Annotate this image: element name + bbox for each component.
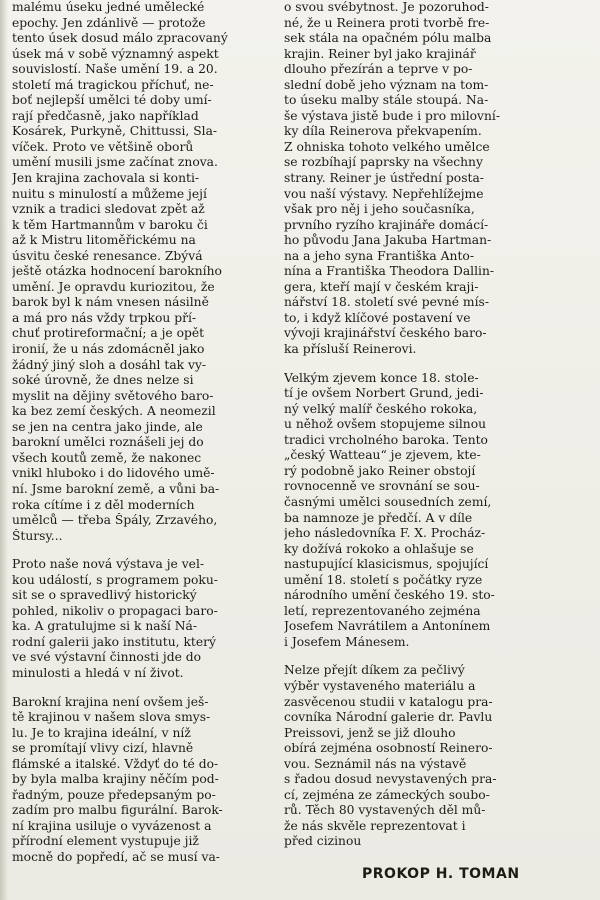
paragraph-gap — [284, 650, 556, 663]
text-line: že nás skvěle reprezentovat i — [284, 818, 466, 833]
text-line: k těm Hartmannům v baroku či — [12, 217, 208, 232]
paragraph-gap — [12, 682, 267, 695]
text-line: nína a Františka Theodora Dallin- — [284, 264, 495, 279]
text-line: se jen na centra jako jinde, ale — [12, 419, 203, 434]
text-line: však pro něj i jeho současníka, — [284, 202, 475, 217]
author-signature: PROKOP H. TOMAN — [362, 866, 520, 882]
text-line: úsvitu české renesance. Zbývá — [12, 248, 203, 263]
text-line: sit se o spravedlivý historický — [12, 588, 197, 603]
text-line: ky dožívá rokoko a ohlašuje se — [284, 541, 474, 556]
text-line: vnikl hluboko i do lidového umě- — [12, 466, 215, 481]
text-line: letí, reprezentovaného zejména — [284, 603, 481, 618]
text-line: barokní umělci roznášeli jej do — [12, 435, 204, 450]
text-line: řadným, pouze předepsaným po- — [12, 787, 216, 802]
text-line: Proto naše nová výstava je vel- — [12, 557, 205, 572]
text-line: Nelze přejít díkem za pečlivý — [284, 663, 465, 678]
text-line: Jen krajina zachovala si konti- — [12, 171, 200, 186]
text-line: umělců — třeba Špály, Zrzavého, — [12, 513, 218, 528]
text-line: rodní galerii jako institutu, který — [12, 634, 216, 649]
paragraph — [12, 695, 267, 866]
text-line: umění. Je opravdu kuriozitou, že — [12, 279, 215, 294]
text-line: Kosárek, Purkyně, Chittussi, Sla- — [12, 124, 218, 139]
text-line: to úseku malby stále stoupá. Na- — [284, 93, 489, 108]
text-line: zasvěcenou studii v katalogu pra- — [284, 694, 493, 709]
text-line: o svou svébytnost. Je pozoruhod- — [284, 0, 489, 14]
text-line: Josefem Navrátilem a Antonínem — [284, 619, 491, 634]
text-line: ironií, že u nás zdomácněl jako — [12, 342, 205, 357]
text-line: vou naší výstavy. Nepřehlížejme — [284, 186, 484, 201]
text-line: století má tragickou příchuť, ne- — [12, 77, 214, 92]
text-line: nastupující klasicismus, spojující — [284, 557, 489, 572]
text-line: ka bez zemí českých. A neomezil — [12, 404, 216, 419]
text-line: chuť protireformační; a je opět — [12, 326, 205, 341]
text-line: Velkým zjevem konce 18. stole- — [284, 370, 479, 385]
text-line: tí je ovšem Norbert Grund, jedi- — [284, 386, 484, 401]
text-line: s řadou dosud nevystavených pra- — [284, 772, 497, 787]
text-line: jeho následovníka F. X. Procház- — [284, 526, 486, 541]
text-line: tě krajinou v našem slova smys- — [12, 710, 211, 725]
text-line: vou. Seznámil nás na výstavě — [284, 756, 467, 771]
text-line: Z ohniska tohoto velkého umělce — [284, 139, 490, 154]
text-line: obírá zejména osobností Reinero- — [284, 741, 493, 756]
text-line: myslit na dějiny světového baro- — [12, 388, 214, 403]
text-line: nuitu s minulostí a můžeme její — [12, 186, 207, 201]
text-line: mocně do popředí, ač se musí va- — [12, 849, 220, 864]
text-line: strany. Reiner je ústřední posta- — [284, 171, 484, 186]
text-line: ky díla Reinerova překvapením. — [284, 124, 482, 139]
text-line: covníka Národní galerie dr. Pavlu — [284, 710, 493, 725]
paragraph — [284, 663, 556, 850]
text-line: by byla malba krajiny něčím pod- — [12, 772, 219, 787]
text-line: rovnocenně ve srovnání se sou- — [284, 479, 480, 494]
left-column — [12, 0, 267, 866]
text-line: ještě otázka hodnocení barokního — [12, 264, 222, 279]
text-line: přírodní element vystupuje již — [12, 834, 199, 849]
text-line: Štursy... — [12, 528, 63, 543]
text-line: a má pro nás vždy trpkou pří- — [12, 310, 197, 325]
text-line: umění musili jsme začínat znova. — [12, 155, 218, 170]
text-line: se rozbíhají paprsky na všechny — [284, 155, 483, 170]
text-line: „český Watteau“ je zjevem, kte- — [284, 448, 481, 463]
text-line: pohled, nikoliv o propagaci baro- — [12, 603, 218, 618]
text-line: krajin. Reiner byl jako krajinář — [284, 46, 476, 61]
text-line: u něhož ovšem stopujeme silnou — [284, 417, 487, 432]
text-line: minulosti a hledá v ní život. — [12, 665, 184, 680]
text-line: žádný jiný sloh a dosáhl tak vy- — [12, 357, 207, 372]
text-line: slední době jeho význam na tom- — [284, 77, 489, 92]
text-line: sek stála na opačném pólu malba — [284, 31, 492, 46]
text-line: ka. A gratulujme si k naší Ná- — [12, 619, 198, 634]
text-line: rů. Těch 80 vystavených děl mů- — [284, 803, 486, 818]
text-line: né, že u Reinera proti tvorbě fre- — [284, 15, 490, 30]
text-line: na a jeho syna Františka Anto- — [284, 248, 474, 263]
text-line: až k Mistru litoměřickému na — [12, 233, 196, 248]
text-line: to, i když klíčové postavení ve — [284, 310, 471, 325]
text-line: ba namnoze je předčí. A v díle — [284, 510, 473, 525]
text-line: časnými umělci sousedních zemí, — [284, 494, 492, 509]
text-line: barok byl k nám vnesen násilně — [12, 295, 209, 310]
text-line: kou událostí, s programem poku- — [12, 572, 218, 587]
paragraph — [284, 0, 556, 358]
text-line: všech koutů země, že nakonec — [12, 450, 202, 465]
text-line: národního umění českého 19. sto- — [284, 588, 495, 603]
text-line: rají předčasně, jako například — [12, 108, 199, 123]
text-line: ka přísluší Reinerovi. — [284, 342, 417, 357]
paragraph — [12, 557, 267, 681]
text-line: výběr vystaveného materiálu a — [284, 678, 476, 693]
right-column — [284, 0, 556, 850]
text-line: ní. Jsme barokní země, a vůni ba- — [12, 481, 220, 496]
text-line: Barokní krajina není ovšem ješ- — [12, 694, 209, 709]
text-line: prvního ryzího krajináře domácí- — [284, 217, 489, 232]
text-line: ve své výstavní činnosti jde do — [12, 650, 202, 665]
text-line: malému úseku jedné umělecké — [12, 0, 205, 14]
paragraph — [284, 371, 556, 651]
text-line: souvislostí. Naše umění 19. a 20. — [12, 62, 218, 77]
text-line: nářství 18. století své pevné mís- — [284, 295, 489, 310]
text-line: umění 18. století s počátky ryze — [284, 572, 483, 587]
text-line: dlouho přezírán a teprve v po- — [284, 62, 473, 77]
text-line: ho původu Jana Jakuba Hartman- — [284, 233, 492, 248]
text-line: zadím pro malbu figurální. Barok- — [12, 803, 223, 818]
text-line: epochy. Jen zdánlivě — protože — [12, 15, 206, 30]
text-line: se promítají vlivy cizí, hlavně — [12, 741, 194, 756]
text-line: Preissovi, jenž se již dlouho — [284, 725, 456, 740]
text-line: soké úrovně, že dnes nelze si — [12, 373, 194, 388]
text-line: rý podobně jako Reiner obstojí — [284, 463, 476, 478]
text-line: víček. Proto ve většině oborů — [12, 139, 194, 154]
text-line: roka cítíme i z děl moderních — [12, 497, 195, 512]
text-line: i Josefem Mánesem. — [284, 634, 410, 649]
page-edge-shadow — [0, 0, 8, 900]
text-line: vývoji krajinářství českého baro- — [284, 326, 487, 341]
text-line: lu. Je to krajina ideální, v níž — [12, 725, 191, 740]
paragraph-gap — [12, 544, 267, 557]
paragraph — [12, 0, 267, 544]
text-line: ní krajina usiluje o vyvázenost a — [12, 818, 212, 833]
text-line: cí, zejména ze zámeckých soubo- — [284, 787, 490, 802]
text-line: tento úsek dosud málo zpracovaný — [12, 31, 228, 46]
text-line: úsek má v sobě významný aspekt — [12, 46, 219, 61]
text-line: před cizinou — [284, 834, 362, 849]
text-line: še výstava jistě bude i pro milovní- — [284, 108, 500, 123]
paragraph-gap — [284, 358, 556, 371]
text-line: tradici vrcholného baroka. Tento — [284, 432, 488, 447]
text-line: ný velký malíř českého rokoka, — [284, 401, 478, 416]
text-line: gera, kteří mají v českém kraji- — [284, 279, 479, 294]
text-line: flámské a italské. Vždyť do té do- — [12, 756, 219, 771]
text-line: boť nejlepší umělci té doby umí- — [12, 93, 212, 108]
text-line: vznik a tradici sledovat zpět až — [12, 202, 205, 217]
